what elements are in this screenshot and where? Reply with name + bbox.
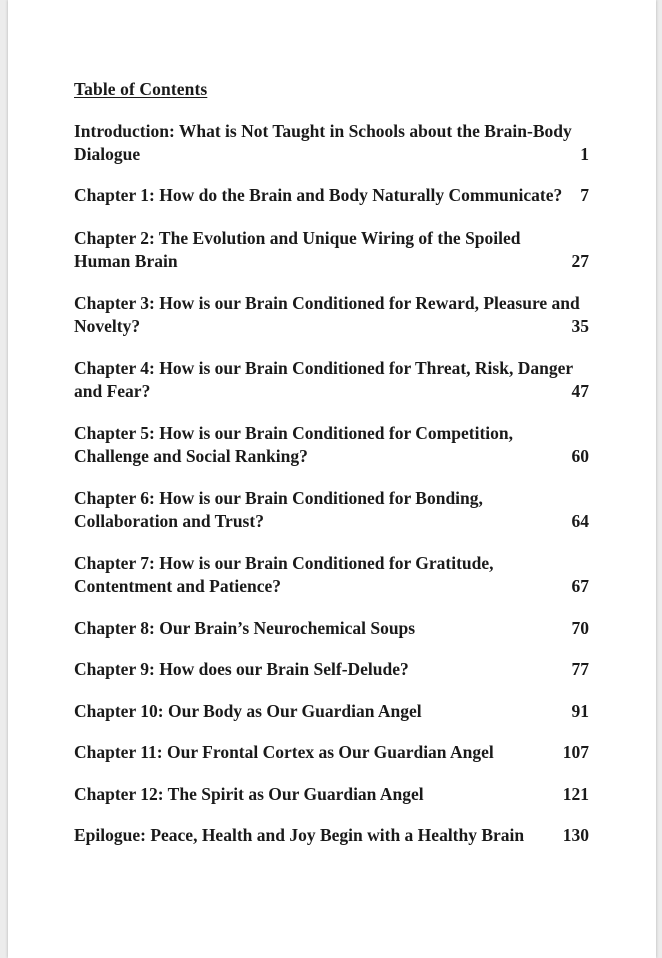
toc-entry-page-number: 77 [571,659,589,679]
toc-title: Table of Contents [74,79,208,99]
toc-entry-chapter-9 [74,658,589,681]
toc-entry-text: Chapter 1: How do the Brain and Body Naturally Communicate? [74,185,563,205]
toc-entry-page-number: 1 [580,144,589,164]
toc-entry-epilogue [74,824,589,847]
toc-entry-text-line2: Challenge and Social Ranking? [74,446,308,466]
toc-entry-text-line1: Chapter 5: How is our Brain Conditioned for Competition, [74,423,513,443]
document-page [8,0,656,958]
toc-entry-text: Epilogue: Peace, Health and Joy Begin with a Healthy Brain [74,825,525,845]
toc-entry-chapter-10 [74,700,589,723]
toc-entry-page-number: 107 [562,742,589,762]
toc-entry-page-number: 60 [571,446,589,466]
toc-entry-text-line1: Chapter 6: How is our Brain Conditioned for Bonding, [74,488,483,508]
toc-entry-chapter-7 [74,552,589,598]
toc-entry-text-line2: Novelty? [74,316,141,336]
toc-entry-page-number: 47 [571,381,589,401]
toc-entry-chapter-6 [74,487,589,533]
toc-entry-text: Chapter 9: How does our Brain Self-Delude? [74,659,409,679]
toc-entry-chapter-11 [74,741,589,764]
toc-entry-text-line1: Chapter 3: How is our Brain Conditioned for Reward, Pleasure and [74,293,580,313]
toc-entry-text-line1: Chapter 2: The Evolution and Unique Wiring of the Spoiled [74,228,521,248]
toc-entry-text-line1: Chapter 4: How is our Brain Conditioned for Threat, Risk, Danger [74,358,574,378]
toc-entry-text: Chapter 11: Our Frontal Cortex as Our Guardian Angel [74,742,494,762]
toc-entry-text-line2: Human Brain [74,251,178,271]
toc-entry-chapter-1 [74,184,589,207]
toc-entry-chapter-12 [74,783,589,806]
toc-entry-chapter-2 [74,227,589,273]
toc-entry-page-number: 67 [571,576,589,596]
toc-entry-page-number: 130 [562,825,589,845]
toc-entry-text: Chapter 10: Our Body as Our Guardian Angel [74,701,422,721]
toc-entry-text-line1: Introduction: What is Not Taught in Schools about the Brain-Body [74,121,572,141]
toc-entry-text-line2: Dialogue [74,144,141,164]
toc-entry-introduction [74,120,589,166]
toc-entry-text-line2: and Fear? [74,381,151,401]
toc-entry-page-number: 35 [571,316,589,336]
toc-entry-page-number: 64 [571,511,589,531]
toc-entry-text-line2: Contentment and Patience? [74,576,282,596]
toc-entry-page-number: 27 [571,251,589,271]
toc-entry-page-number: 7 [580,185,589,205]
toc-entry-page-number: 121 [562,784,589,804]
toc-entry-text-line1: Chapter 7: How is our Brain Conditioned for Gratitude, [74,553,494,573]
toc-entry-chapter-3 [74,292,589,338]
toc-entry-text: Chapter 12: The Spirit as Our Guardian Angel [74,784,424,804]
toc-entry-chapter-4 [74,357,589,403]
toc-entry-chapter-5 [74,422,589,468]
toc-entry-page-number: 91 [571,701,589,721]
toc-entry-chapter-8 [74,617,589,640]
toc-entry-text: Chapter 8: Our Brain’s Neurochemical Soups [74,618,416,638]
toc-entry-text-line2: Collaboration and Trust? [74,511,264,531]
toc-entry-page-number: 70 [571,618,589,638]
